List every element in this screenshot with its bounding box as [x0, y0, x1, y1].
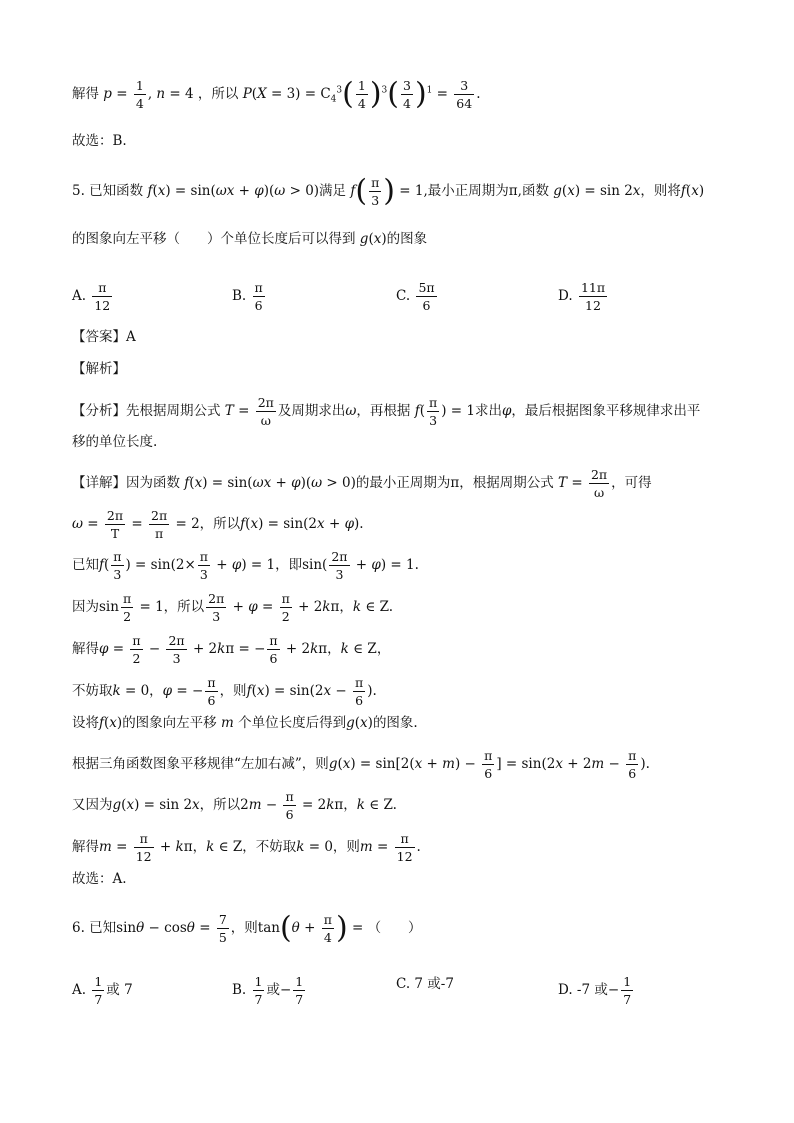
q5-option-c[interactable]: C. $\frac{5\pi}{6}$	[396, 280, 435, 313]
detail-line-5: 解得φ = $\frac{\pi}{2}$ − $\frac{2\pi}{3}$ + 2kπ = − $\frac{\pi}{6}$ + 2kπ，k ∈ Z，	[72, 633, 391, 666]
detail-line-9: 又因为g(x) = sin 2x，所以2m − $\frac{\pi}{6}$ = 2kπ，k ∈ Z.	[72, 789, 397, 822]
question-5-stem: 5. 已知函数 f(x) = sin(ωx + φ)(ω > 0)满足 f( $\frac{\pi}{3}$ ) = 1,最小正周期为π,函数 g(x) = sin 2x，则将f(x)	[72, 173, 705, 209]
detail-line-2: ω = $\frac{2\pi}{T}$ = $\frac{2\pi}{\pi}$ = 2，所以f(x) = sin(2x + φ).	[72, 508, 364, 541]
choice-result-b: 故选：B.	[72, 133, 127, 149]
q6-option-b[interactable]: B. $\frac{1}{7}$ 或− $\frac{1}{7}$	[232, 974, 304, 1007]
detail-line-7: 设将f(x)的图象向左平移 m 个单位长度后得到g(x)的图象.	[72, 715, 418, 731]
q6-option-a[interactable]: A. $\frac{1}{7}$ 或 7	[72, 974, 133, 1007]
detail-line-6: 不妨取k = 0，φ = − $\frac{\pi}{6}$ ，则f(x) = sin(2x − $\frac{\pi}{6}$ ).	[72, 675, 377, 708]
answer-label: 【答案】A	[72, 329, 136, 345]
detail-line-8: 根据三角函数图象平移规律“左加右减”，则g(x) = sin[2(x + m) − $\frac{\pi}{6}$ ] = sin(2x + 2m − $\frac{\pi}{6}$ ).	[72, 748, 650, 781]
question-6-stem: 6. 已知sinθ − cosθ = $\frac{7}{5}$ ，则tan(θ + $\frac{\pi}{4}$ ) = （ ）	[72, 910, 422, 946]
analysis-summary: 【分析】先根据周期公式 T = $\frac{2\pi}{\omega}$ 及周期求出ω，再根据 f( $\frac{\pi}{3}$ ) = 1求出φ，最后根据图象平移规律求出平	[72, 395, 701, 428]
q6-option-d[interactable]: D. -7 或− $\frac{1}{7}$	[558, 974, 632, 1007]
detail-line-10: 解得m = $\frac{\pi}{12}$ + kπ，k ∈ Z，不妨取k = 0，则m = $\frac{\pi}{12}$ .	[72, 831, 421, 864]
detail-line-3: 已知f( $\frac{\pi}{3}$ ) = sin(2× $\frac{\pi}{3}$ + φ) = 1，即sin( $\frac{2\pi}{3}$ + φ) = 1.	[72, 549, 419, 582]
q5-option-b[interactable]: B. $\frac{\pi}{6}$	[232, 280, 263, 313]
analysis-summary-cont: 移的单位长度.	[72, 434, 158, 450]
solution-line-1: 解得 p = $\frac{1}{4}$ , n = 4 ，所以 $P(X = 3) = C_4^3$( $\frac{1}{4}$ )$^3$( $\frac{3}{4}$ )$^1$ = $\frac{3}{64}$ .	[72, 76, 481, 112]
q5-option-d[interactable]: D. $\frac{11\pi}{12}$	[558, 280, 606, 313]
detail-line-4: 因为sin $\frac{\pi}{2}$ = 1，所以 $\frac{2\pi}{3}$ + φ = $\frac{\pi}{2}$ + 2kπ，k ∈ Z.	[72, 591, 394, 624]
q5-option-a[interactable]: A. $\frac{\pi}{12}$	[72, 280, 111, 313]
analysis-label: 【解析】	[72, 361, 126, 377]
choice-result-a: 故选：A.	[72, 871, 127, 887]
question-5-stem-cont: 的图象向左平移（ ）个单位长度后可以得到 g(x)的图象	[72, 231, 428, 247]
detail-line-1: 【详解】因为函数 f(x) = sin(ωx + φ)(ω > 0)的最小正周期为π，根据周期公式 T = $\frac{2\pi}{\omega}$ ，可得	[72, 467, 652, 500]
q6-option-c[interactable]: C. 7 或-7	[396, 976, 454, 992]
